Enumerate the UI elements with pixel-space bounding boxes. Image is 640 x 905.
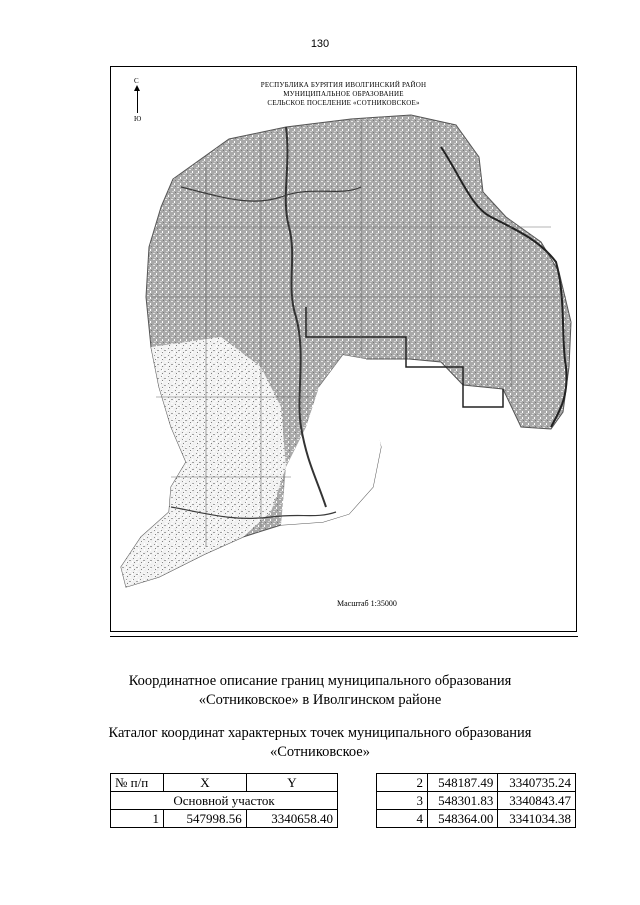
cell-x: 548187.49 bbox=[428, 774, 498, 792]
coordinates-table-right bbox=[376, 773, 576, 828]
catalog-heading-line-2: «Сотниковское» bbox=[269, 744, 370, 760]
description-heading-line-2: «Сотниковское» в Иволгинском районе bbox=[198, 692, 442, 708]
cell-y: 3340735.24 bbox=[498, 774, 576, 792]
header-number: № п/п bbox=[111, 774, 164, 792]
map-scale: Масштаб 1:35000 bbox=[337, 599, 397, 608]
table-row bbox=[377, 792, 576, 810]
map-title-line-3: СЕЛЬСКОЕ ПОСЕЛЕНИЕ «СОТНИКОВСКОЕ» bbox=[267, 99, 420, 107]
north-label: С bbox=[134, 77, 139, 85]
map-title bbox=[111, 81, 576, 108]
table-row bbox=[377, 810, 576, 828]
header-y: Y bbox=[246, 774, 337, 792]
cell-number: 4 bbox=[377, 810, 428, 828]
table-row bbox=[111, 810, 338, 828]
description-heading bbox=[60, 672, 580, 710]
catalog-heading bbox=[60, 724, 580, 762]
description-heading-line-1: Координатное описание границ муниципального образования bbox=[128, 673, 512, 689]
map-drawing bbox=[111, 67, 578, 633]
cell-number: 1 bbox=[111, 810, 164, 828]
cell-y: 3340843.47 bbox=[498, 792, 576, 810]
header-x: X bbox=[164, 774, 247, 792]
page-number: 130 bbox=[310, 38, 330, 50]
cell-y: 3340658.40 bbox=[246, 810, 337, 828]
table-header-row bbox=[111, 774, 338, 792]
map-title-line-2: МУНИЦИПАЛЬНОЕ ОБРАЗОВАНИЕ bbox=[283, 90, 404, 98]
south-label: Ю bbox=[134, 115, 142, 123]
boundary-map bbox=[110, 66, 577, 632]
cell-number: 3 bbox=[377, 792, 428, 810]
table-row bbox=[377, 774, 576, 792]
coordinates-table-left bbox=[110, 773, 338, 828]
cell-y: 3341034.38 bbox=[498, 810, 576, 828]
map-title-line-1: РЕСПУБЛИКА БУРЯТИЯ ИВОЛГИНСКИЙ РАЙОН bbox=[260, 81, 427, 89]
catalog-heading-line-1: Каталог координат характерных точек муниципального образования bbox=[108, 725, 532, 741]
section-label: Основной участок bbox=[111, 792, 338, 810]
cell-x: 548301.83 bbox=[428, 792, 498, 810]
cell-number: 2 bbox=[377, 774, 428, 792]
table-section-row bbox=[111, 792, 338, 810]
cell-x: 548364.00 bbox=[428, 810, 498, 828]
map-bottom-rule bbox=[110, 636, 578, 637]
cell-x: 547998.56 bbox=[164, 810, 247, 828]
